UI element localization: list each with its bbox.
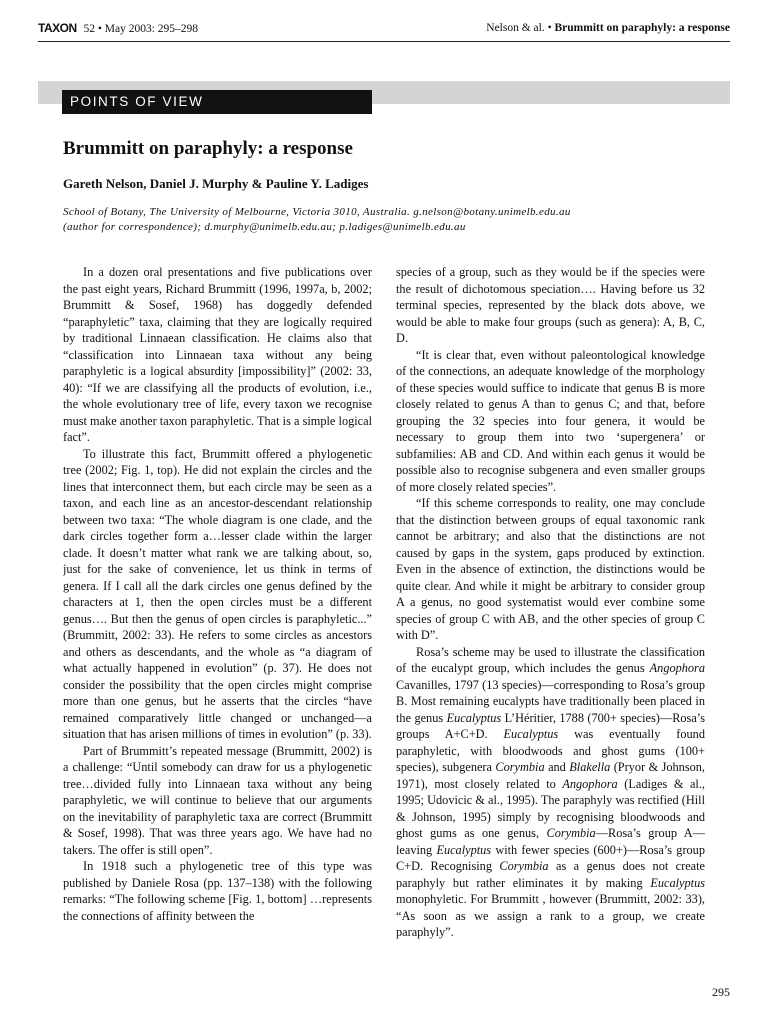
body-column-right <box>396 264 705 972</box>
body-paragraph: Part of Brummitt’s repeated message (Brummitt, 2002) is a challenge: “Until somebody can draw for us a phylogenetic tree…divided fully into Linnaean taxa without any being paraphyletic, we will continue to believe that our arguments on the inevitability of paraphyletic taxa are correct (Brummitt & Sosef, 1998). That was three years ago. We have had no takers. The offer is still open”. <box>63 743 372 857</box>
body-paragraph: To illustrate this fact, Brummitt offered a phylogenetic tree (2002; Fig. 1, top). He did not explain the circles and the lines that interconnect them, but each circle may be seen as a taxon, and each line as an ancestor-descendant relationship between two taxa: “The whole diagram is one clade, and the dark circles together form a…lesser clade within the larger clade. It doesn’t matter what rank we are talking about, so, just for the sake of convenience, let us think in terms of genera. If I call all the dark circles one genus defined by the characters at 1, then the open circles must be a different genus…. But then the genus of open circles is paraphyletic...” (Brummitt, 2002: 33). He refers to some circles as ancestors and others as descendants, and the whole as “a diagram of what actually happened in evolution” (p. 37). He does not consider the possibility that the open circles might comprise more than one genus, but he asserts that the circles “have remained comparatively little changed or unchanged—a situation that has arisen millions of times in evolution” (p. 33). <box>63 446 372 741</box>
text-run: (Ladiges & al., 1995; Udovicic & al., 1995). The paraphyly was rectified (Hill & Johnson, 1995) simply by recognising bloodwoods and ghost gums as one genus, <box>396 776 705 840</box>
text-run: (Pryor & Johnson, 1971), most closely related to <box>396 760 705 791</box>
body-paragraph: species of a group, such as they would be if the species were the result of dichotomous speciation…. Having before us 32 terminal species, represented by the black dots above, we would be able to make four groups (such as genera): A, B, C, D. <box>396 265 705 345</box>
page-number: 295 <box>712 985 730 999</box>
header-rule <box>38 41 730 42</box>
text-run: —Rosa’s group A—leaving <box>396 826 705 857</box>
running-head-left <box>38 18 198 39</box>
genus-name: Eucalyptus <box>503 727 559 741</box>
genus-name: Angophora <box>562 776 618 791</box>
body-paragraph: In a dozen oral presentations and five publications over the past eight years, Richard Brummitt (1996, 1997a, b, 2002; Brummitt & Sosef, 1968) has doggedly defended “paraphyletic” taxa, claiming that they are logically required by traditional Linnaean classification. He claims also that “classification into Linnaean taxa without any being paraphyletic is a logical absurdity [impossibility]” (2002: 33, 40): “If we are classifying all the products of evolution, i.e., the whole evolutionary tree of life, every taxon we recognise must make another taxon paraphyletic. That is a simple logical fact”. <box>63 265 372 444</box>
section-label: POINTS OF VIEW <box>62 90 372 114</box>
text-run: with fewer species (600+)—Rosa’s group C+D. Recognising <box>396 842 705 873</box>
genus-name: Corymbia <box>546 826 596 840</box>
text-run: L’Héritier, 1788 (700+ species)—Rosa’s groups A+C+D. <box>396 710 705 741</box>
text-run: and <box>544 760 570 774</box>
running-head-authors: Nelson & al. • <box>486 22 555 34</box>
affiliation-line: (author for correspondence); d.murphy@unimelb.edu.au; p.ladiges@unimelb.edu.au <box>63 221 466 233</box>
body-paragraph: In 1918 such a phylogenetic tree of this type was published by Daniele Rosa (pp. 137–138) with the following remarks: “The following scheme [Fig. 1, bottom] …represents the connections of affinity between the <box>63 859 372 923</box>
article-affiliation <box>63 205 723 235</box>
genus-name: Angophora <box>649 661 705 675</box>
text-run: monophyletic. For Brummitt , however (Brummitt, 2002: 33), “As soon as we assign a rank to a group, we create paraphyly”. <box>396 892 705 939</box>
text-run: Cavanilles, 1797 (13 species)—corresponding to Rosa’s group B. Most remaining eucalypts have traditionally been placed in the genus <box>396 677 705 725</box>
body-paragraph: “If this scheme corresponds to reality, one may conclude that the distinction between groups of equal taxonomic rank cannot be arbitrary; and also that the distinctions are not caused by gaps in the system, gaps produced by extinction. Even in the absence of extinction, the distinctions would be quite clear. And while it might be arbitrary to consider group A a genus, no good systematist would ever combine some species of group C with AB, and the other species of group C with D”. <box>396 496 705 642</box>
genus-name: Eucalyptus <box>436 842 492 857</box>
body-column-left <box>63 264 372 972</box>
running-head-right <box>486 18 730 38</box>
body-paragraph: “It is clear that, even without paleontological knowledge of the connections, an adequate knowledge of the morphology of these species would suffice to indicate that genus B is more closely related to genus A than to genus C; and that, before grouping the 32 species into four genera, it would be necessary to group them into two ‘supergenera’ or subfamilies: AB and CD. And within each genus it would be possible also to recognise subgenera and even smaller groups of more closely related species”. <box>396 347 705 494</box>
article-title: Brummitt on paraphyly: a response <box>63 138 353 159</box>
affiliation-line: School of Botany, The University of Melbourne, Victoria 3010, Australia. g.nelson@botany.unimelb.edu.au <box>63 206 571 218</box>
journal-logo: TAXON <box>38 21 77 35</box>
running-head <box>38 18 730 38</box>
genus-name: Corymbia <box>499 859 549 873</box>
genus-name: Eucalyptus <box>446 710 502 725</box>
text-run: Rosa’s scheme may be used to illustrate the classification of the eucalypt group, which includes the genus <box>396 644 705 675</box>
issue-info: 52 • May 2003: 295–298 <box>83 23 199 35</box>
genus-name: Eucalyptus <box>650 875 705 890</box>
genus-name: Blakella <box>569 760 611 774</box>
body-paragraph-eucalypt <box>396 644 705 941</box>
running-head-title: Brummitt on paraphyly: a response <box>554 22 730 34</box>
text-run: was eventually found paraphyletic, with bloodwoods and ghost gums (100+ species), subgenera <box>396 727 705 774</box>
article-authors: Gareth Nelson, Daniel J. Murphy & Pauline Y. Ladiges <box>63 176 369 191</box>
genus-name: Corymbia <box>495 760 545 774</box>
text-run: as a genus does not create paraphyly but rather eliminates it by making <box>396 859 705 890</box>
